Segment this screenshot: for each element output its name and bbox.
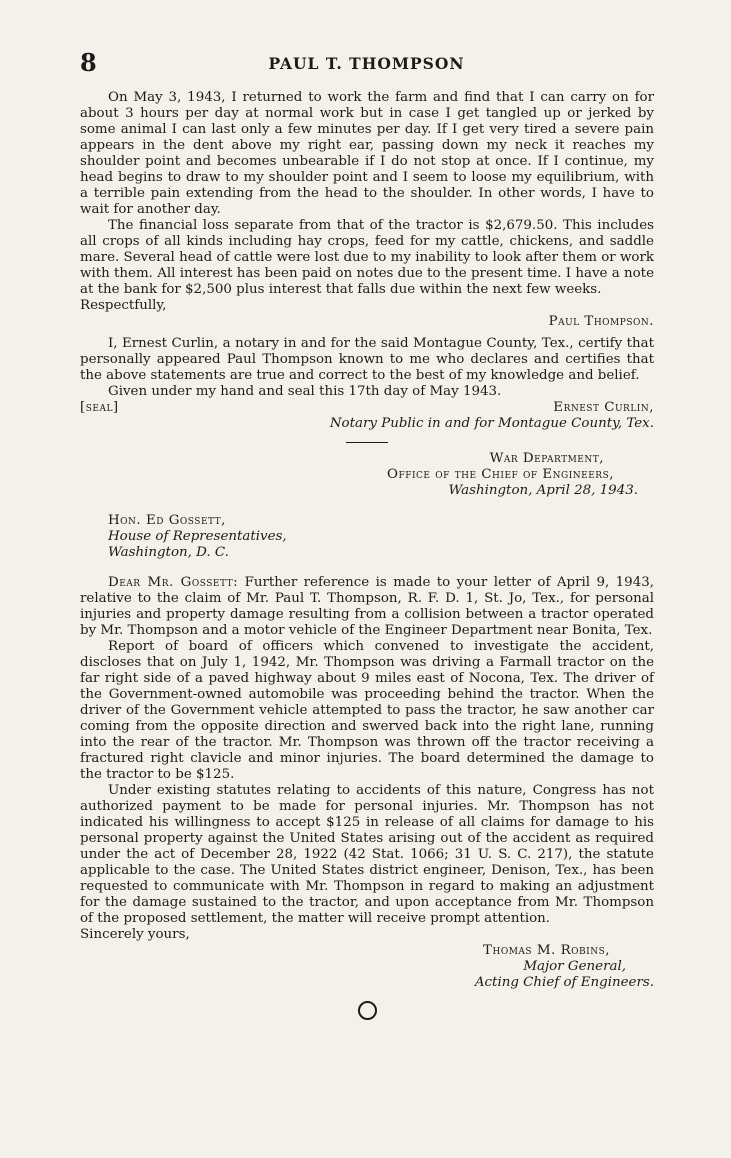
letter-paragraph-2: Report of board of officers which convened to investigate the accident, discloses that on July 1, 1942, Mr. Thompson was driving a Farmall tractor on the far right side of a paved highway about 9 miles east of Nocona, Tex. The driver of the Government-owned automobile was proceeding behind the tractor. When the driver of the Government vehicle attempted to pass the tractor, he saw another car coming from the opposite direction and swerved back into the right lane, running into the rear of the tractor. Mr. Thompson was thrown off the tractor receiving a fractured right clavicle and minor injuries. The board determined the damage to the tractor to be $125. — [80, 639, 654, 782]
page-header — [80, 48, 653, 78]
notary-name: Ernest Curlin, — [553, 400, 654, 415]
seal-line — [80, 400, 654, 416]
circle-mark-icon — [358, 1001, 377, 1020]
section-divider — [346, 442, 388, 443]
statement-paragraph-1: On May 3, 1943, I returned to work the farm and find that I can carry on for about 3 hours per day at normal work but in case I get tangled up or jerked by some animal I can last only a few minutes per day. If I get very tired a severe pain appears in the dent above my right ear, passing down my neck it reaches my shoulder point and becomes unbearable if I do not stop at once. If I continue, my head begins to draw to my shoulder point and I seem to loose my equilibrium, with a terrible pain extending from the head to the shoulder. In other words, I have to wait for another day. — [80, 90, 654, 217]
letter-from-office: Office of the Chief of Engineers, — [387, 467, 614, 482]
notary-title: Notary Public in and for Montague County, Tex. — [329, 416, 654, 431]
running-head: PAUL T. THOMPSON — [268, 54, 465, 73]
letter-closing: Sincerely yours, — [80, 927, 190, 942]
letter-paragraph-1-text: Further reference is made to your letter of April 9, 1943, relative to the claim of Mr. Paul T. Thompson, R. F. D. 1, St. Jo, Tex., for personal injuries and property damage resulting from a collision between a tractor operated by Mr. Thompson and a motor vehicle of the Engineer Department near Bonita, Tex. — [80, 575, 654, 638]
statement-paragraph-2: The financial loss separate from that of the tractor is $2,679.50. This includes all crops of all kinds including hay crops, feed for my cattle, chickens, and saddle mare. Several head of cattle were lost due to my inability to look after them or work with them. All interest has been paid on notes due to the present time. I have a note at the bank for $2,500 plus interest that falls due within the next few weeks. — [80, 218, 654, 297]
letter-signer-title: Acting Chief of Engineers. — [474, 975, 654, 990]
recipient-name: Hon. Ed Gossett, — [108, 513, 226, 528]
document-body — [80, 90, 654, 1020]
recipient-house: House of Representatives, — [108, 529, 287, 544]
notary-paragraph: I, Ernest Curlin, a notary in and for the said Montague County, Tex., certify that personally appeared Paul Thompson known to me who declares and certifies that the above statements are true and correct to the best of my knowledge and belief. — [80, 336, 654, 383]
page-number: 8 — [80, 48, 97, 77]
letter-signer: Thomas M. Robins, — [483, 943, 610, 958]
letter-paragraph-1 — [80, 575, 654, 639]
letter-paragraph-3: Under existing statutes relating to accidents of this nature, Congress has not authorized payment to be made for personal injuries. Mr. Thompson has not indicated his willingness to accept $125 in release of all claims for damage to his personal property against the United States arising out of the accident as required under the act of December 28, 1922 (42 Stat. 1066; 31 U. S. C. 217), the statute applicable to the case. The United States district engineer, Denison, Tex., has been requested to communicate with Mr. Thompson in regard to making an adjustment for the damage sustained to the tractor, and upon acceptance from Mr. Thompson of the proposed settlement, the matter will receive prompt attention. — [80, 783, 654, 926]
recipient-city: Washington, D. C. — [108, 545, 229, 560]
letter-from-department: War Department, — [489, 451, 604, 466]
letter-signer-rank: Major General, — [523, 959, 626, 974]
statement-signature: Paul Thompson. — [548, 314, 654, 329]
notary-given-line: Given under my hand and seal this 17th day of May 1943. — [108, 384, 502, 399]
letter-salutation: Dear Mr. Gossett: — [108, 575, 239, 590]
letter-date: Washington, April 28, 1943. — [448, 483, 638, 498]
statement-closing: Respectfully, — [80, 298, 167, 313]
seal-mark: [seal] — [80, 400, 119, 415]
